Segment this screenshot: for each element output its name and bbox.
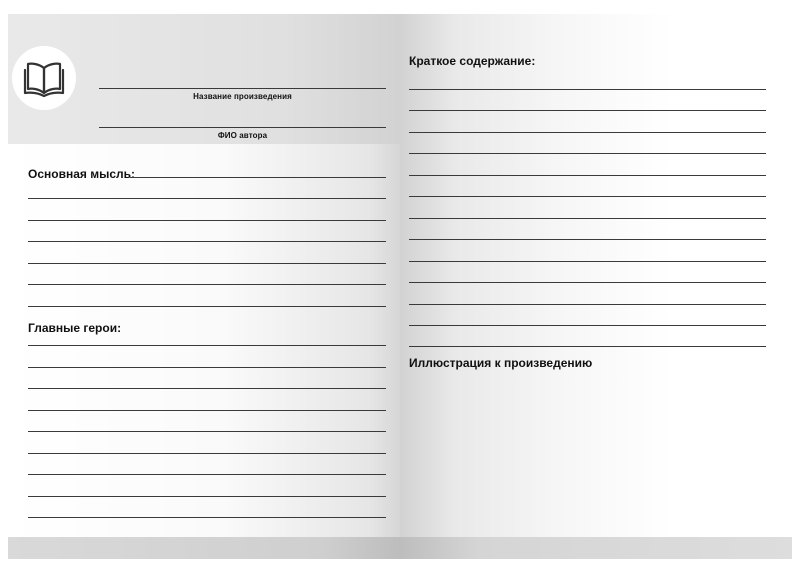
main-idea-label: Основная мысль:	[28, 167, 136, 181]
main-characters-line[interactable]	[28, 388, 386, 389]
main-characters-line[interactable]	[28, 410, 386, 411]
summary-line[interactable]	[409, 282, 766, 283]
main-characters-line[interactable]	[28, 453, 386, 454]
main-idea-line[interactable]	[28, 241, 386, 242]
main-characters-line[interactable]	[28, 431, 386, 432]
summary-line[interactable]	[409, 175, 766, 176]
summary-line[interactable]	[409, 325, 766, 326]
summary-line[interactable]	[409, 89, 766, 90]
main-idea-line[interactable]	[28, 198, 386, 199]
main-characters-line[interactable]	[28, 345, 386, 346]
main-characters-line[interactable]	[28, 517, 386, 518]
summary-line[interactable]	[409, 132, 766, 133]
left-bottom-band	[8, 537, 400, 559]
open-book-icon	[22, 58, 66, 98]
right-bottom-band	[400, 537, 792, 559]
right-page	[400, 14, 792, 537]
summary-line[interactable]	[409, 346, 766, 347]
main-idea-inline-line[interactable]	[130, 177, 386, 178]
main-idea-line[interactable]	[28, 306, 386, 307]
book-title-line[interactable]	[99, 88, 386, 89]
header-band	[8, 14, 400, 144]
summary-label: Краткое содержание:	[409, 54, 536, 68]
main-idea-line[interactable]	[28, 263, 386, 264]
summary-line[interactable]	[409, 196, 766, 197]
summary-line[interactable]	[409, 110, 766, 111]
author-line[interactable]	[99, 127, 386, 128]
summary-line[interactable]	[409, 218, 766, 219]
author-caption: ФИО автора	[217, 131, 268, 140]
summary-line[interactable]	[409, 261, 766, 262]
main-idea-line[interactable]	[28, 220, 386, 221]
icon-circle	[12, 46, 76, 110]
book-title-caption: Название произведения	[193, 92, 292, 101]
main-characters-line[interactable]	[28, 496, 386, 497]
illustration-label: Иллюстрация к произведению	[409, 356, 593, 370]
main-characters-line[interactable]	[28, 474, 386, 475]
left-page	[8, 14, 400, 537]
summary-line[interactable]	[409, 153, 766, 154]
summary-line[interactable]	[409, 239, 766, 240]
main-idea-line[interactable]	[28, 284, 386, 285]
summary-line[interactable]	[409, 304, 766, 305]
illustration-area[interactable]	[409, 376, 766, 526]
main-characters-line[interactable]	[28, 367, 386, 368]
main-characters-label: Главные герои:	[28, 321, 122, 335]
